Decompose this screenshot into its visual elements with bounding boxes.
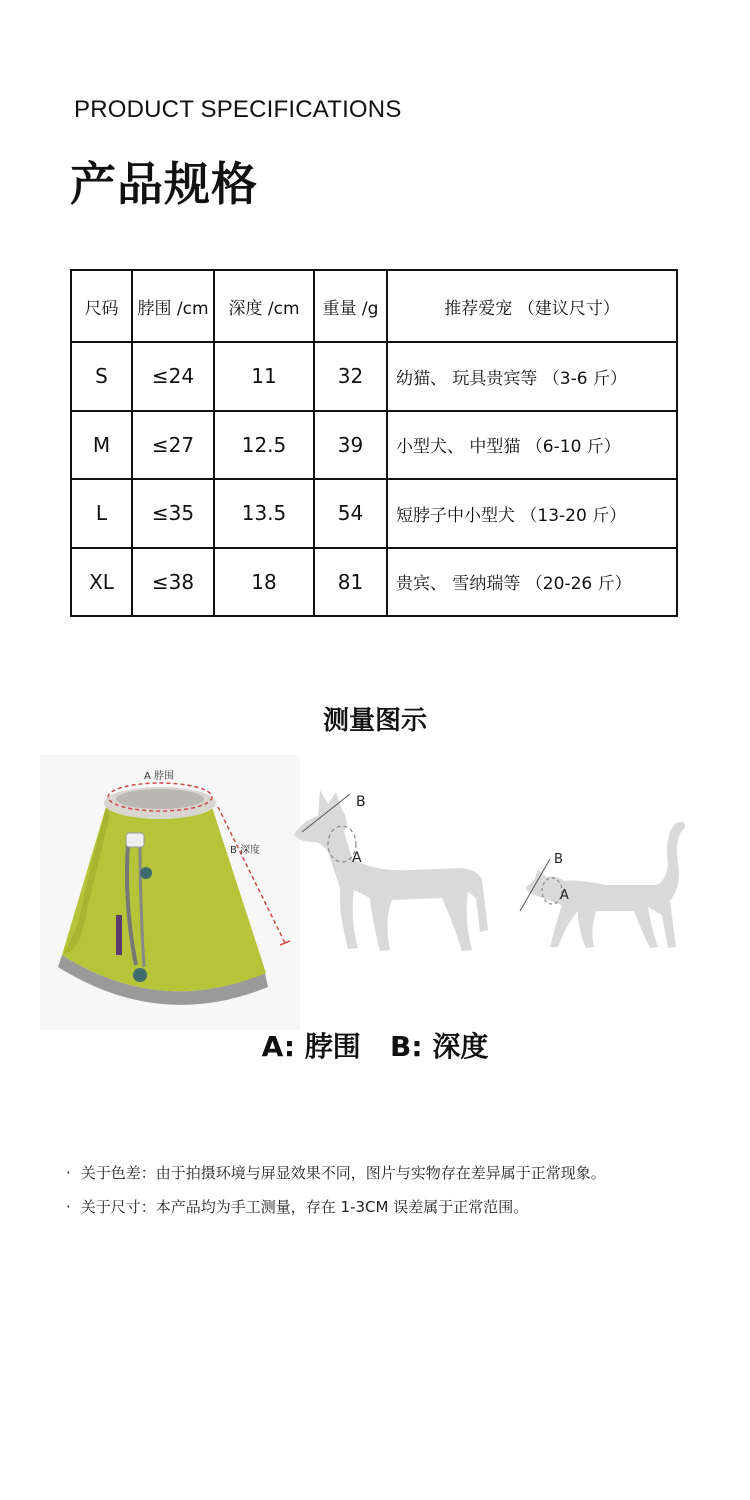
bullet-dot: · bbox=[66, 1198, 71, 1216]
collar-image bbox=[40, 755, 300, 1030]
collar-brand-tag bbox=[116, 915, 122, 955]
cell-neck: ≤35 bbox=[132, 479, 214, 548]
collar-snap-top bbox=[140, 867, 152, 879]
note-text: 关于色差：由于拍摄环境与屏显效果不同，图片与实物存在差异属于正常现象。 bbox=[80, 1164, 606, 1182]
note-size-tolerance bbox=[66, 1196, 528, 1217]
cell-depth: 13.5 bbox=[214, 479, 314, 548]
dog-label-a: A bbox=[352, 850, 362, 866]
collar-label-b: B 深度 bbox=[230, 845, 261, 856]
dog-diagram bbox=[292, 780, 492, 955]
cell-weight: 54 bbox=[314, 479, 387, 548]
dog-label-b: B bbox=[356, 794, 366, 810]
cell-neck: ≤38 bbox=[132, 548, 214, 617]
measure-legend: A: 脖围 B: 深度 bbox=[261, 1030, 489, 1063]
cell-pet: 幼猫、 玩具贵宾等 （3-6 斤） bbox=[387, 342, 677, 411]
header-pet: 推荐爱宠 （建议尺寸） bbox=[387, 270, 677, 342]
cat-silhouette bbox=[526, 822, 685, 948]
size-table bbox=[70, 269, 678, 617]
header-size: 尺码 bbox=[71, 270, 132, 342]
cell-weight: 39 bbox=[314, 411, 387, 480]
cell-size: XL bbox=[71, 548, 132, 617]
cell-size: L bbox=[71, 479, 132, 548]
cell-size: S bbox=[71, 342, 132, 411]
collar-toggle bbox=[126, 833, 144, 847]
collar-label-a: A 脖围 bbox=[144, 771, 175, 782]
measure-title: 测量图示 bbox=[322, 706, 427, 736]
dog-silhouette bbox=[294, 790, 488, 951]
cell-depth: 11 bbox=[214, 342, 314, 411]
cell-weight: 81 bbox=[314, 548, 387, 617]
table-row bbox=[71, 411, 677, 480]
header-depth: 深度 /cm bbox=[214, 270, 314, 342]
cell-depth: 12.5 bbox=[214, 411, 314, 480]
header-weight: 重量 /g bbox=[314, 270, 387, 342]
table-row bbox=[71, 548, 677, 617]
cell-size: M bbox=[71, 411, 132, 480]
cell-pet: 短脖子中小型犬 （13-20 斤） bbox=[387, 479, 677, 548]
cat-diagram bbox=[516, 815, 696, 960]
cell-pet: 贵宾、 雪纳瑞等 （20-26 斤） bbox=[387, 548, 677, 617]
cell-weight: 32 bbox=[314, 342, 387, 411]
table-row bbox=[71, 342, 677, 411]
note-text: 关于尺寸：本产品均为手工测量，存在 1-3CM 误差属于正常范围。 bbox=[80, 1198, 529, 1216]
english-title: PRODUCT SPECIFICATIONS bbox=[74, 96, 402, 123]
collar-rim-inner bbox=[116, 789, 204, 809]
cell-neck: ≤24 bbox=[132, 342, 214, 411]
note-color-difference bbox=[66, 1162, 606, 1183]
cat-label-a: A bbox=[560, 888, 569, 903]
bullet-dot: · bbox=[66, 1164, 71, 1182]
table-row bbox=[71, 479, 677, 548]
cell-neck: ≤27 bbox=[132, 411, 214, 480]
chinese-title: 产品规格 bbox=[70, 157, 258, 211]
cat-label-b: B bbox=[554, 852, 563, 867]
cell-pet: 小型犬、 中型猫 （6-10 斤） bbox=[387, 411, 677, 480]
cell-depth: 18 bbox=[214, 548, 314, 617]
table-header-row bbox=[71, 270, 677, 342]
header-neck: 脖围 /cm bbox=[132, 270, 214, 342]
collar-snap-bottom bbox=[133, 968, 147, 982]
